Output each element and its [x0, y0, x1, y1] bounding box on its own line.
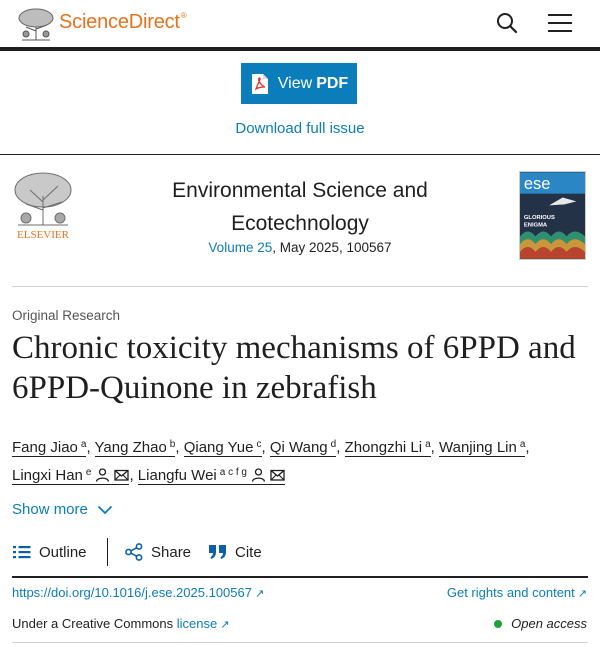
quote-icon [208, 543, 228, 561]
author-link[interactable]: Qi Wang $^d$ [269, 439, 337, 456]
author-link[interactable]: Yang Zhao $^b$ [94, 439, 176, 456]
external-link-arrow-icon: ↗ [254, 588, 265, 600]
sciencedirect-brand[interactable]: ScienceDirect® [59, 11, 187, 33]
author-link[interactable]: Liangfu Wei $^{a c f g}$ [138, 467, 285, 485]
volume-date: , May 2025, 100567 [272, 240, 392, 255]
open-access-badge [494, 616, 587, 631]
person-icon [251, 468, 266, 482]
share-button[interactable] [124, 538, 191, 566]
journal-title-line-1: Environmental Science and [172, 179, 428, 202]
article-type-label: Original Research [12, 308, 121, 323]
show-more-button[interactable] [12, 501, 113, 518]
divider [12, 576, 588, 578]
author-link[interactable]: Zhongzhi Li $^a$ [344, 439, 431, 456]
cover-subtitle-1: GLORIOUS [523, 214, 555, 221]
pdf-file-icon [250, 73, 270, 95]
divider [12, 642, 588, 643]
elsevier-logo-icon[interactable] [12, 170, 74, 242]
volume-link[interactable]: Volume 25 [208, 240, 273, 255]
share-icon [124, 543, 144, 561]
license-notice [12, 616, 229, 631]
divider [12, 286, 588, 287]
author-link[interactable]: Lingxi Han $^e$ [12, 467, 129, 485]
view-pdf-label: View [277, 74, 313, 92]
get-rights-link[interactable]: Get rights and content ↗ [446, 585, 587, 600]
list-icon [12, 543, 32, 561]
journal-volume-info [120, 240, 480, 255]
external-link-arrow-icon: ↗ [220, 619, 230, 631]
view-pdf-bold-label: PDF [316, 74, 349, 92]
author-link[interactable]: Qiang Yue $^c$ [183, 439, 262, 456]
external-link-arrow-icon: ↗ [577, 588, 587, 600]
elsevier-wordmark: ELSEVIER [17, 229, 69, 241]
elsevier-tree-logo-icon[interactable] [16, 7, 56, 41]
author-link[interactable]: Wanjing Lin $^a$ [439, 439, 526, 456]
article-title: Chronic toxicity mechanisms of 6PPD and 6PPD-Quinone in zebrafish [12, 330, 576, 406]
mail-icon [114, 468, 129, 482]
journal-cover-image[interactable] [519, 171, 586, 260]
cover-subtitle-2: ENIGMA [523, 222, 548, 229]
license-prefix: Under a Creative Commons [12, 616, 177, 631]
open-access-dot-icon [494, 620, 502, 628]
mail-icon [270, 468, 285, 482]
cover-title: ese [523, 174, 551, 193]
divider [0, 154, 600, 155]
search-icon[interactable] [494, 10, 520, 36]
top-bar [0, 0, 600, 47]
show-more-label: Show more [12, 501, 88, 518]
view-pdf-button[interactable] [241, 63, 357, 104]
person-icon [95, 468, 110, 482]
doi-link[interactable]: https://doi.org/10.1016/j.ese.2025.100567 ↗ [12, 585, 265, 600]
action-divider [107, 538, 108, 566]
journal-title-line-2: Ecotechnology [231, 212, 369, 235]
author-list: Fang Jiao $^a$, Yang Zhao $^b$, Qiang Yue $^c$, Qi Wang $^d$, Zhongzhi Li $^a$, Wanjing Lin $^a$, Lingxi Han $^e$ , Liangfu Wei $^{a c f g}$ [12, 439, 530, 484]
license-link[interactable]: license ↗ [176, 616, 230, 631]
outline-button[interactable] [12, 538, 87, 566]
outline-label: Outline [39, 543, 87, 561]
download-full-issue-link[interactable]: Download full issue [235, 120, 365, 137]
hamburger-menu-icon[interactable] [546, 11, 574, 35]
article-actions [12, 538, 600, 566]
author-link[interactable]: Fang Jiao $^a$ [12, 439, 87, 456]
journal-title[interactable] [120, 174, 480, 240]
open-access-label: Open access [511, 616, 587, 631]
chevron-down-icon [97, 505, 113, 515]
cite-button[interactable] [208, 538, 262, 566]
header-divider [0, 47, 600, 51]
share-label: Share [151, 543, 192, 561]
cite-label: Cite [235, 543, 262, 561]
